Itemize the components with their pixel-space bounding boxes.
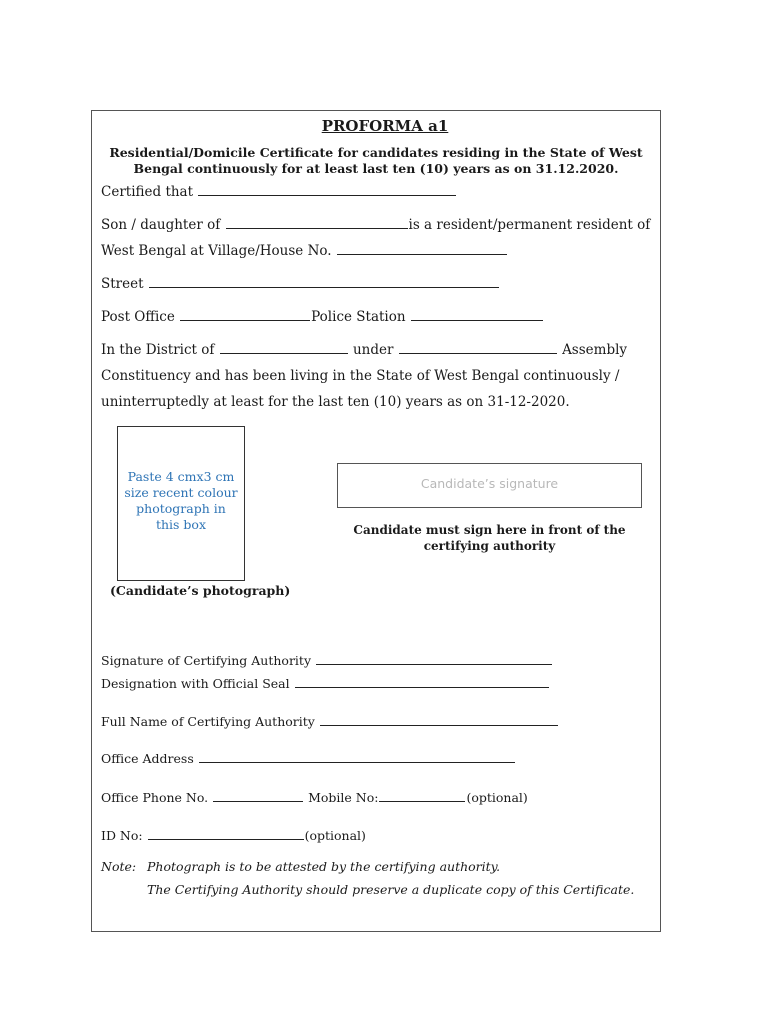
id-field[interactable]: [148, 838, 304, 840]
id-label: ID No:: [101, 828, 143, 843]
signature-box[interactable]: [337, 463, 642, 508]
designation-field[interactable]: [295, 686, 549, 688]
photo-box[interactable]: [117, 426, 245, 581]
office-address-label: Office Address: [101, 751, 194, 766]
street-label: Street: [101, 276, 144, 292]
full-name-field[interactable]: [320, 724, 558, 726]
is-resident-label: is a resident/permanent resident of: [408, 217, 651, 233]
certificate-subtitle: [91, 145, 661, 177]
id-row: [101, 828, 366, 843]
phone-row: [101, 790, 528, 805]
mobile-field[interactable]: [379, 800, 465, 802]
parent-name-field[interactable]: [226, 227, 408, 229]
page-title: PROFORMA a1: [321, 117, 449, 135]
under-label: under: [352, 342, 394, 358]
office-phone-field[interactable]: [213, 800, 303, 802]
office-address-field[interactable]: [199, 761, 515, 763]
designation-label: Designation with Official Seal: [101, 676, 290, 691]
office-address-row: [101, 751, 516, 766]
uninterrupted-line: uninterruptedly at least for the last ten (10) years as on 31-12-2020.: [101, 394, 570, 410]
district-field[interactable]: [220, 352, 348, 354]
district-row: [101, 342, 627, 358]
village-row: [101, 243, 508, 259]
photo-caption: (Candidate’s photograph): [110, 583, 291, 598]
parent-row: [101, 217, 650, 233]
designation-row: [101, 676, 550, 691]
street-field[interactable]: [149, 286, 499, 288]
mobile-label: Mobile No:: [308, 790, 379, 805]
son-daughter-of-label: Son / daughter of: [101, 217, 221, 233]
certified-that-label: Certified that: [101, 184, 194, 200]
police-station-label: Police Station: [311, 309, 406, 325]
certified-that-field[interactable]: [198, 194, 456, 196]
constituency-field[interactable]: [399, 352, 557, 354]
note-line-2: The Certifying Authority should preserve a duplicate copy of this Certificate.: [147, 882, 635, 897]
post-office-row: [101, 309, 544, 325]
subtitle-line-1: Residential/Domicile Certificate for candidates residing in the State of West: [109, 145, 643, 160]
district-label: In the District of: [101, 342, 215, 358]
post-office-field[interactable]: [180, 319, 310, 321]
assembly-label: Assembly: [562, 342, 628, 358]
village-field[interactable]: [337, 253, 507, 255]
signature-note: Candidate must sign here in front of the certifying authority: [353, 523, 626, 553]
authority-signature-row: [101, 653, 553, 668]
certified-that-row: [101, 184, 457, 200]
note-label: Note:: [101, 859, 137, 874]
office-phone-label: Office Phone No.: [101, 790, 209, 805]
subtitle-line-2: Bengal continuously for at least last ten (10) years as on 31.12.2020.: [133, 161, 619, 176]
full-name-row: [101, 714, 559, 729]
note-line-1: Photograph is to be attested by the certifying authority.: [147, 859, 501, 874]
village-label: West Bengal at Village/House No.: [101, 243, 332, 259]
authority-signature-label: Signature of Certifying Authority: [101, 653, 312, 668]
constituency-line: Constituency and has been living in the State of West Bengal continuously /: [101, 368, 620, 384]
authority-signature-field[interactable]: [316, 663, 552, 665]
post-office-label: Post Office: [101, 309, 175, 325]
mobile-optional-label: (optional): [466, 790, 528, 805]
photo-instruction: Paste 4 cmx3 cm size recent colour photograph in this box: [124, 469, 238, 532]
full-name-label: Full Name of Certifying Authority: [101, 714, 315, 729]
police-station-field[interactable]: [411, 319, 543, 321]
id-optional-label: (optional): [304, 828, 366, 843]
signature-placeholder: Candidate’s signature: [420, 476, 559, 491]
street-row: [101, 276, 500, 292]
